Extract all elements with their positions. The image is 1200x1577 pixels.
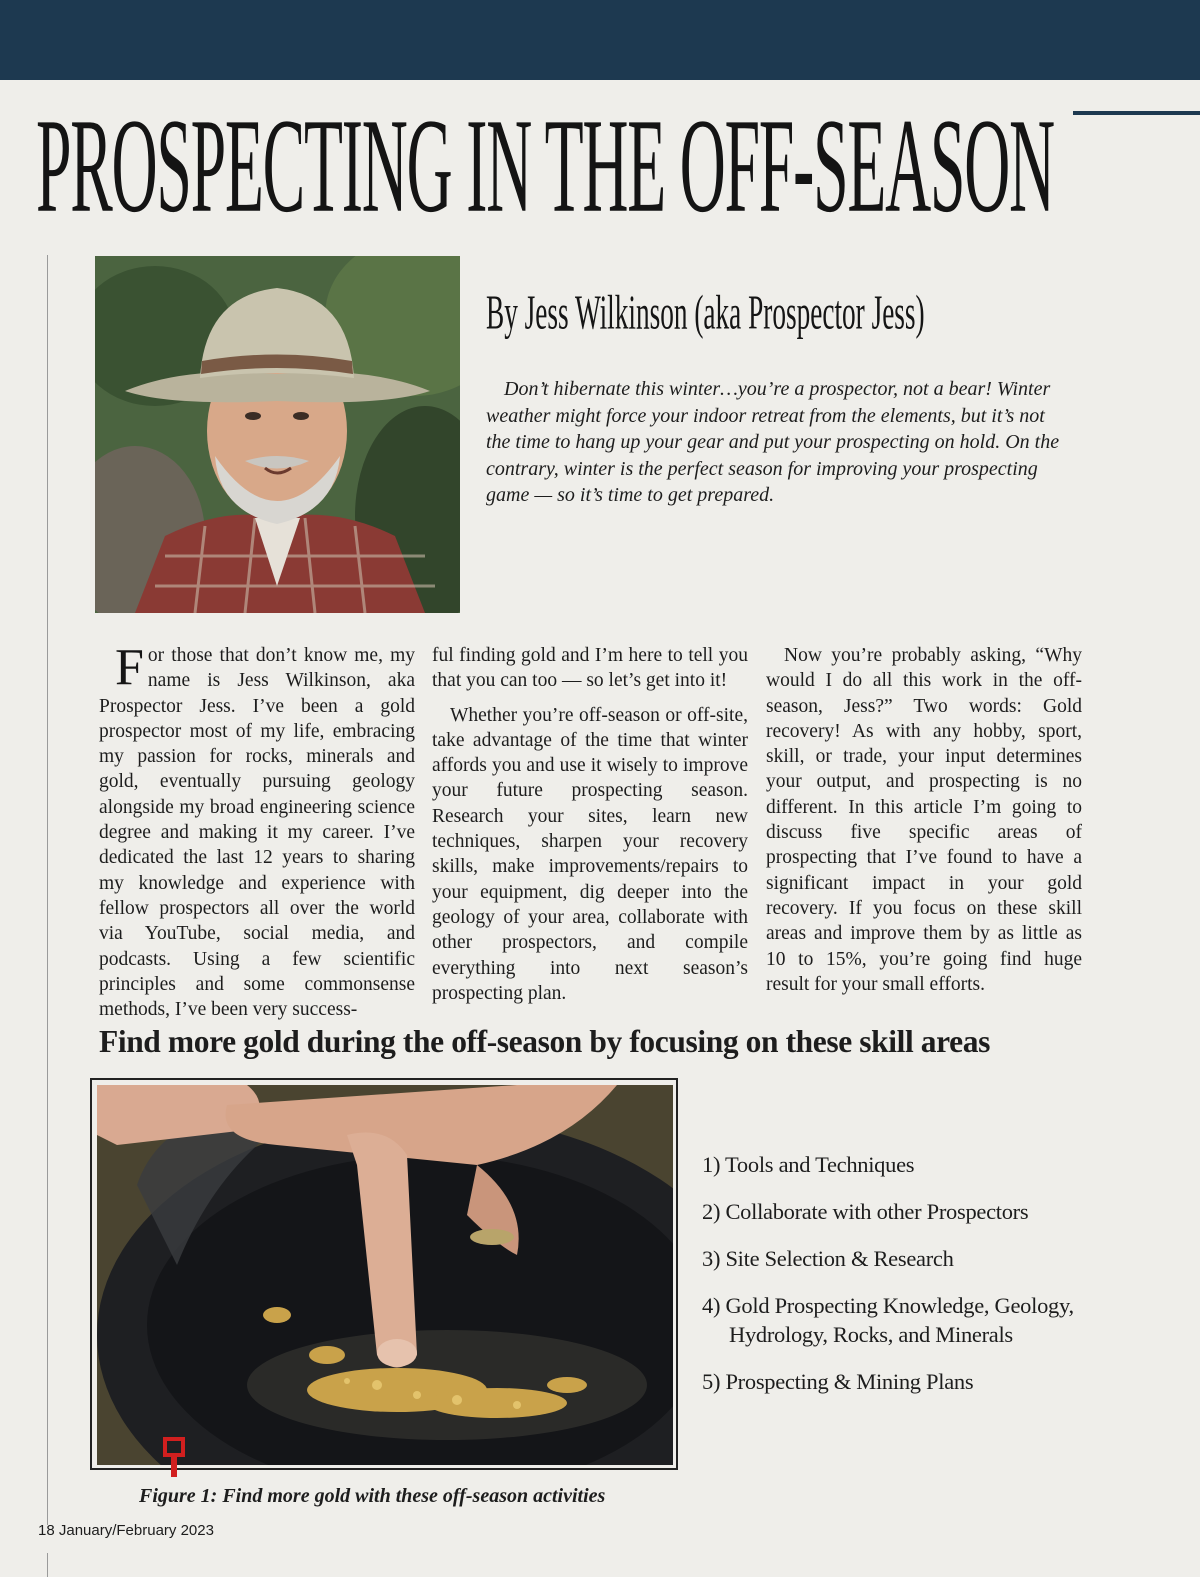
author-photo [95, 256, 460, 613]
margin-rule [47, 255, 48, 1525]
skill-item: 5) Prospecting & Mining Plans [702, 1369, 974, 1394]
article-intro: Don’t hibernate this winter…you’re a prospector, not a bear! Winter weather might force your indoor retreat from the elements, but it’s not the time to hang up your gear and put your prospecting on hold. On the contrary, winter is the perfect season for improving your prospecting game — so it’s time to get prepared. [486, 378, 1060, 506]
gold-pan-illustration [97, 1085, 673, 1465]
margin-rule-footer [47, 1553, 48, 1577]
section-heading: Find more gold during the off-season by focusing on these skill areas [99, 1024, 990, 1059]
header-rule [1073, 111, 1200, 115]
body-paragraph: Now you’re probably asking, “Why would I do all this work in the off-season, Jess?” Two words: Gold recovery! As with any hobby, sport, skill, or trade, your input determines your output, and prospecting is no different. In this article I’m going to discuss five specific areas of prospecting that I’ve found to have a significant impact in your gold recovery. If you focus on these skill areas and improve them by as little as 10 to 15%, you’re going find huge result for your small efforts. [766, 645, 1082, 995]
map-pin-icon [163, 1437, 185, 1479]
byline: By Jess Wilkinson (aka Prospector Jess) [486, 285, 925, 340]
page-folio: 18 January/February 2023 [38, 1522, 214, 1539]
skill-item: 1) Tools and Techniques [702, 1152, 915, 1177]
body-paragraph: Whether you’re off-season or off-site, take advantage of the time that winter affords you and use it wisely to improve your future prospecting season. Research your sites, learn new techniques, sharpen your recovery skills, make improvements/repairs to your equipment, dig deeper into the geology of your area, collaborate with other prospectors, and compile everything into next season’s prospecting plan. [432, 704, 748, 1004]
skill-item: 3) Site Selection & Research [702, 1246, 954, 1271]
body-column-3 [766, 643, 1082, 1006]
drop-cap: F [115, 639, 144, 696]
header-bar [0, 0, 1200, 80]
figure-caption: Figure 1: Find more gold with these off-season activities [139, 1485, 606, 1507]
skill-item: 2) Collaborate with other Prospectors [702, 1199, 1029, 1224]
body-paragraph: or those that don’t know me, my name is Jess Wilkinson, aka Prospector Jess. I’ve been a gold prospector most of my life, embracing my passion for rocks, minerals and gold, eventually pursuing geology alongside my broad engineering science degree and making it my career. I’ve dedicated the last 12 years to sharing my knowledge and experience with fellow prospectors all over the world via YouTube, social media, and podcasts. Using a few scientific principles and some commonsense methods, I’ve been very success- [99, 645, 415, 1021]
gold-pan-photo [97, 1085, 673, 1465]
skill-item: 4) Gold Prospecting Knowledge, Geology, Hydrology, Rocks, and Minerals [702, 1293, 1074, 1347]
article-headline: PROSPECTING IN THE OFF-SEASON [36, 92, 1054, 241]
body-column-1 [99, 639, 415, 1031]
skills-list [702, 1150, 1162, 1414]
body-column-2 [432, 643, 748, 1015]
author-portrait-illustration [95, 256, 460, 613]
body-paragraph: ful finding gold and I’m here to tell you that you can too — so let’s get into it! [432, 645, 748, 692]
